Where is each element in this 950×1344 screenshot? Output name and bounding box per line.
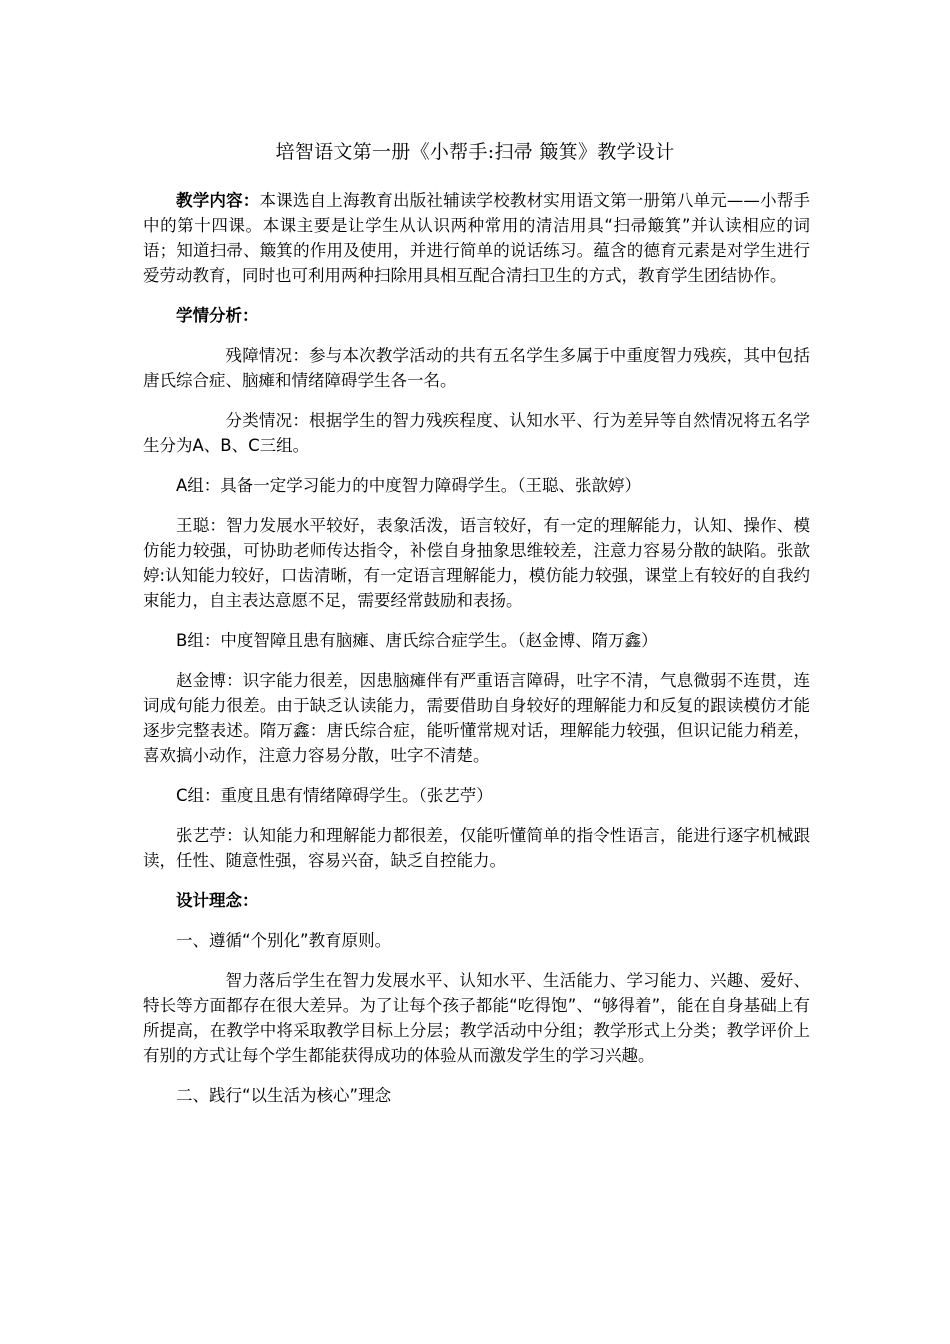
group-a-heading: A组：具备一定学习能力的中度智力障碍学生。（王聪、张歆婷） (176, 476, 642, 495)
teaching-content-text: 本课选自上海教育出版社辅读学校教材实用语文第一册第八单元——小帮手中的第十四课。本课主要是让学生从认识两种常用的清洁用具“扫帚簸箕”并认读相应的词语；知道扫帚、簸箕的作用及使用，并进行简单的说话练习。蕴含的德育元素是对学生进行爱劳动教育，同时也可利用两种扫除用具相互配合清扫卫生的方式，教育学生团结协作。 (143, 191, 811, 285)
teaching-content-label: 教学内容： (176, 191, 260, 210)
group-c-heading: C组：重度且患有情绪障碍学生。（张艺苧） (176, 786, 493, 805)
design-heading: 设计理念： (176, 891, 259, 910)
group-a-detail: 王聪：智力发展水平较好，表象活泼，语言较好，有一定的理解能力，认知、操作、模仿能力较强，可协助老师传达指令，补偿自身抽象思维较差，注意力容易分散的缺陷。张歆婷:认知能力较好，口齿清晰，有一定语言理解能力，模仿能力较强，课堂上有较好的自我约束能力，自主表达意愿不足，需要经常鼓励和表扬。 (143, 516, 810, 610)
group-b-heading: B组：中度智障且患有脑瘫、唐氏综合症学生。（赵金博、隋万鑫） (176, 631, 658, 650)
group-b-detail: 赵金博：识字能力很差，因患脑瘫伴有严重语言障碍，吐字不清，气息微弱不连贯，连词成句能力很差。由于缺乏认读能力，需要借助自身较好的理解能力和反复的跟读模仿才能逐步完整表述。隋万鑫：唐氏综合症，能听懂常规对话，理解能力较强，但识记能力稍差，喜欢搞小动作，注意力容易分散，吐字不清楚。 (143, 671, 810, 765)
design-point-2: 二、践行“以生活为核心”理念 (176, 1086, 392, 1105)
analysis-heading: 学情分析： (176, 306, 259, 325)
group-c-detail: 张艺苧：认知能力和理解能力都很差，仅能听懂简单的指令性语言，能进行逐字机械跟读，任性、随意性强，容易兴奋，缺乏自控能力。 (143, 826, 810, 870)
design-point-1: 一、遵循“个别化”教育原则。 (176, 931, 392, 950)
disability-paragraph: 残障情况：参与本次教学活动的共有五名学生多属于中重度智力残疾，其中包括唐氏综合症、脑瘫和情绪障碍学生各一名。 (143, 346, 810, 390)
document-title: 培智语文第一册《小帮手:扫帚 簸箕》教学设计 (275, 141, 675, 163)
grouping-paragraph: 分类情况：根据学生的智力残疾程度、认知水平、行为差异等自然情况将五名学生分为A、B、C三组。 (143, 411, 810, 455)
teaching-content-paragraph (143, 188, 810, 288)
design-point-1-detail: 智力落后学生在智力发展水平、认知水平、生活能力、学习能力、兴趣、爱好、特长等方面都存在很大差异。为了让每个孩子都能“吃得饱”、“够得着”，能在自身基础上有所提高，在教学中将采取教学目标上分层；教学活动中分组；教学形式上分类；教学评价上有别的方式让每个学生都能获得成功的体验从而激发学生的学习兴趣。 (143, 971, 810, 1065)
document-body (143, 188, 810, 1123)
